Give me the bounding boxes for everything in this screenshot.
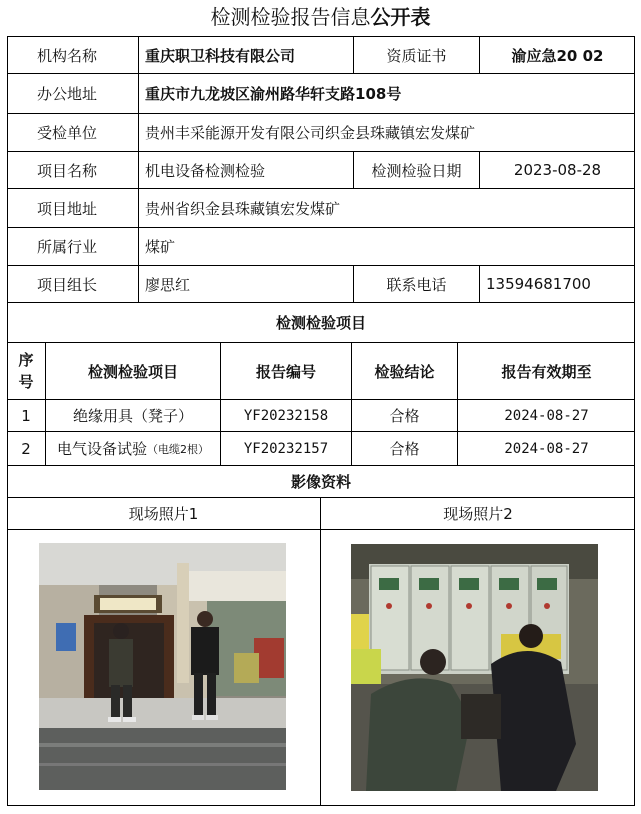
cert-label: 资质证书	[353, 36, 479, 73]
photo2-label: 现场照片2	[320, 497, 635, 529]
item-report: YF20232157	[220, 431, 351, 465]
project-value: 机电设备检测检验	[138, 151, 353, 188]
client-value: 贵州丰采能源开发有限公司织金县珠藏镇宏发煤矿	[138, 113, 635, 151]
row-site	[7, 188, 635, 227]
site-photo-2	[351, 544, 598, 791]
addr-label: 办公地址	[7, 73, 138, 113]
date-label: 检测检验日期	[353, 151, 479, 188]
item-name-text: 电气设备试验	[56, 440, 147, 458]
date-value: 2023-08-28	[479, 151, 635, 188]
item-report: YF20232158	[220, 399, 351, 431]
row-address	[7, 73, 635, 113]
phone-label: 联系电话	[353, 265, 479, 302]
item-no: 2	[7, 431, 45, 465]
leader-label: 项目组长	[7, 265, 138, 302]
items-section-title: 检测检验项目	[7, 302, 635, 342]
item-name-note: （电缆2根）	[147, 442, 209, 456]
header-report: 报告编号	[220, 342, 351, 399]
item-no: 1	[7, 399, 45, 431]
site-photo-2-image	[351, 544, 598, 791]
leader-value: 廖思红	[138, 265, 353, 302]
photo1-label: 现场照片1	[7, 497, 320, 529]
site-photo-1-image	[39, 543, 286, 790]
item-result: 合格	[351, 431, 457, 465]
row-items-title	[7, 302, 635, 342]
org-value: 重庆职卫科技有限公司	[138, 36, 353, 73]
title-bold: 公开表	[370, 5, 431, 29]
title-normal: 检测检验报告信息	[210, 5, 371, 29]
row-leader	[7, 265, 635, 302]
row-client	[7, 113, 635, 151]
table-row	[7, 431, 635, 465]
addr-value: 重庆市九龙坡区渝州路华轩支路108号	[138, 73, 635, 113]
item-valid: 2024-08-27	[457, 399, 635, 431]
client-label: 受检单位	[7, 113, 138, 151]
photos-section-title: 影像资料	[7, 465, 635, 497]
row-project	[7, 151, 635, 188]
row-items-header	[7, 342, 635, 399]
site-label: 项目地址	[7, 188, 138, 227]
row-industry	[7, 227, 635, 265]
cert-value: 渝应急20 02	[479, 36, 635, 73]
header-valid: 报告有效期至	[457, 342, 635, 399]
project-label: 项目名称	[7, 151, 138, 188]
row-org	[7, 36, 635, 73]
org-label: 机构名称	[7, 36, 138, 73]
industry-label: 所属行业	[7, 227, 138, 265]
header-item: 检测检验项目	[45, 342, 220, 399]
item-result: 合格	[351, 399, 457, 431]
item-valid: 2024-08-27	[457, 431, 635, 465]
header-result: 检验结论	[351, 342, 457, 399]
phone-value: 13594681700	[479, 265, 635, 302]
site-value: 贵州省织金县珠藏镇宏发煤矿	[138, 188, 635, 227]
item-name	[45, 399, 220, 431]
item-name-text: 绝缘用具（凳子）	[72, 407, 193, 425]
industry-value: 煤矿	[138, 227, 635, 265]
item-name	[45, 431, 220, 465]
header-no: 序号	[7, 342, 45, 399]
table-row	[7, 399, 635, 431]
row-photos-title	[7, 465, 635, 497]
row-photo-labels	[7, 497, 635, 529]
site-photo-1	[39, 543, 286, 790]
page-title	[0, 2, 641, 32]
